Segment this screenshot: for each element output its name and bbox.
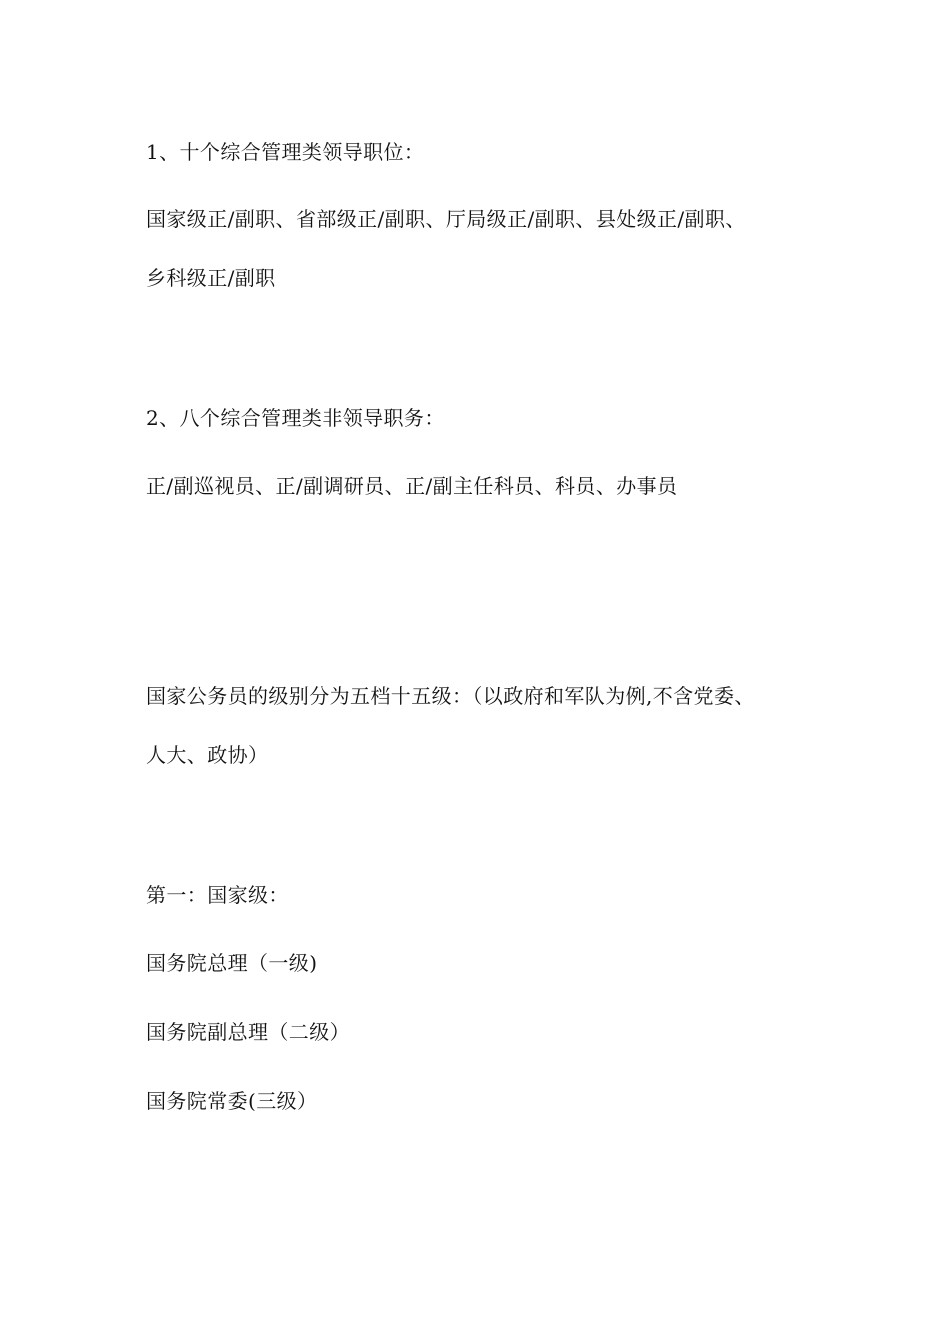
list-item: 国务院总理（一级) xyxy=(146,951,318,975)
section1-body-line1: 国家级正/副职、省部级正/副职、厅局级正/副职、县处级正/副职、 xyxy=(146,207,746,231)
list-item: 国务院副总理（二级） xyxy=(146,1020,350,1044)
section2-body: 正/副巡视员、正/副调研员、正/副主任科员、科员、办事员 xyxy=(146,474,678,498)
section1-body-line2: 乡科级正/副职 xyxy=(146,266,276,290)
section2-heading: 2、八个综合管理类非领导职务： xyxy=(146,406,445,430)
section1-heading: 1、十个综合管理类领导职位： xyxy=(146,140,425,164)
list-item: 国务院常委(三级） xyxy=(146,1089,318,1113)
section3-line1: 国家公务员的级别分为五档十五级：（以政府和军队为例,不含党委、 xyxy=(146,684,755,708)
section4-heading: 第一：国家级： xyxy=(146,883,289,907)
section3-line2: 人大、政协） xyxy=(146,743,269,767)
